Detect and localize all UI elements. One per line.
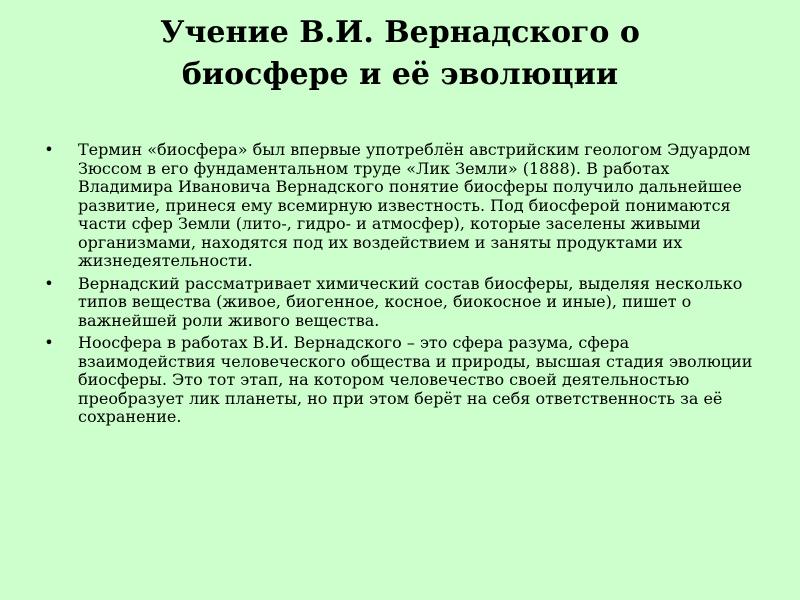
bullet-text: Вернадский рассматривает химический состав биосферы, выделяя несколько типов вещества (живое, биогенное, косное, биокосное и иные), пишет о важнейшей роли живого вещества. (78, 273, 743, 330)
bullet-text: Термин «биосфера» был впервые употреблён австрийским геологом Эдуардом Зюссом в его фундаментальном труде «Лик Земли» (1888). В работах Владимира Ивановича Вернадского понятие биосферы получило дальнейшее развитие, принеся ему всемирную известность. Под биосферой понимаются части сфер Земли (лито-, гидро- и атмосфер), которые заселены живыми организмами, находятся под их воздействием и заняты продуктами их жизнедеятельности. (78, 140, 751, 270)
bullet-item-term-biosphere (38, 141, 758, 271)
bullet-list (38, 141, 758, 431)
slide-title-line-1: Учение В.И. Вернадского о (160, 15, 640, 50)
bullet-text: Ноосфера в работах В.И. Вернадского – это сфера разума, сфера взаимодействия человеческого общества и природы, высшая стадия эволюции биосферы. Это тот этап, на котором человечество своей деятельностью преобразует лик планеты, но при этом берёт на себя ответственность за её сохранение. (78, 333, 753, 426)
bullet-marker: • (44, 140, 54, 159)
bullet-marker: • (44, 333, 54, 352)
bullet-item-chemical-composition (38, 275, 758, 331)
bullet-item-noosphere (38, 334, 758, 427)
slide-title (60, 12, 740, 96)
bullet-marker: • (44, 273, 54, 293)
slide-title-line-2: биосфере и её эволюции (181, 57, 619, 92)
